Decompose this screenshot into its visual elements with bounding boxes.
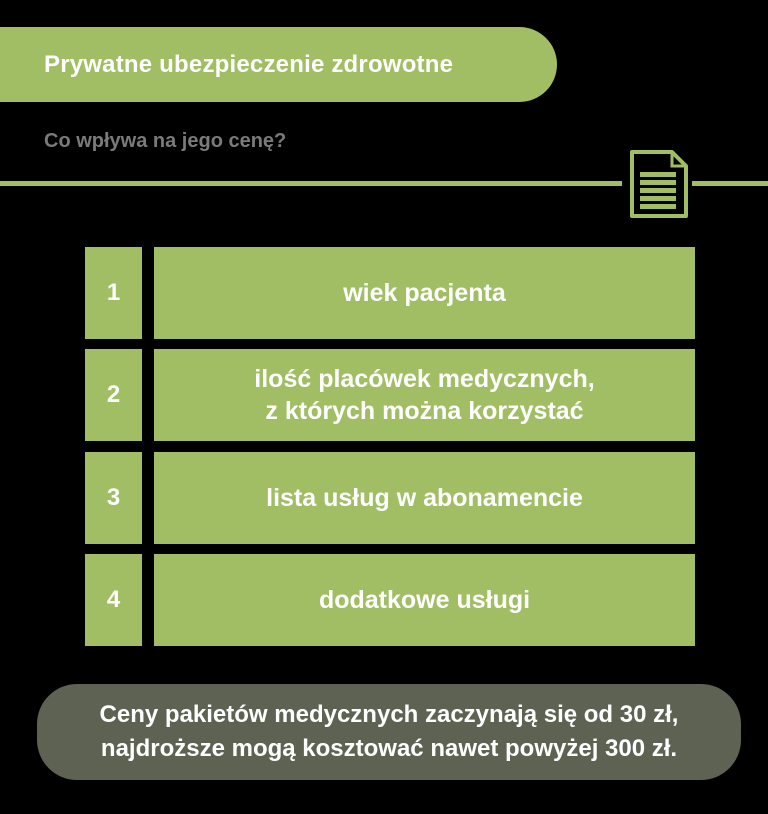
item-label: ilość placówek medycznych, z których można korzystać: [154, 349, 695, 441]
list-item: [85, 349, 695, 441]
item-label: dodatkowe usługi: [154, 554, 695, 646]
divider-line-right: [692, 181, 768, 186]
item-number: 3: [85, 452, 142, 544]
list-item: [85, 452, 695, 544]
item-label: lista usług w abonamencie: [154, 452, 695, 544]
list-item: [85, 247, 695, 339]
item-number: 2: [85, 349, 142, 441]
item-number: 4: [85, 554, 142, 646]
divider-line-left: [0, 181, 622, 186]
price-note: Ceny pakietów medycznych zaczynają się od 30 zł, najdroższe mogą kosztować nawet powyżej 300 zł.: [37, 684, 741, 780]
item-number: 1: [85, 247, 142, 339]
document-icon: [628, 148, 690, 220]
page-title: Prywatne ubezpieczenie zdrowotne: [44, 50, 454, 78]
item-label: wiek pacjenta: [154, 247, 695, 339]
list-item: [85, 554, 695, 646]
title-banner: [0, 27, 557, 102]
page-subtitle: Co wpływa na jego cenę?: [44, 130, 287, 152]
